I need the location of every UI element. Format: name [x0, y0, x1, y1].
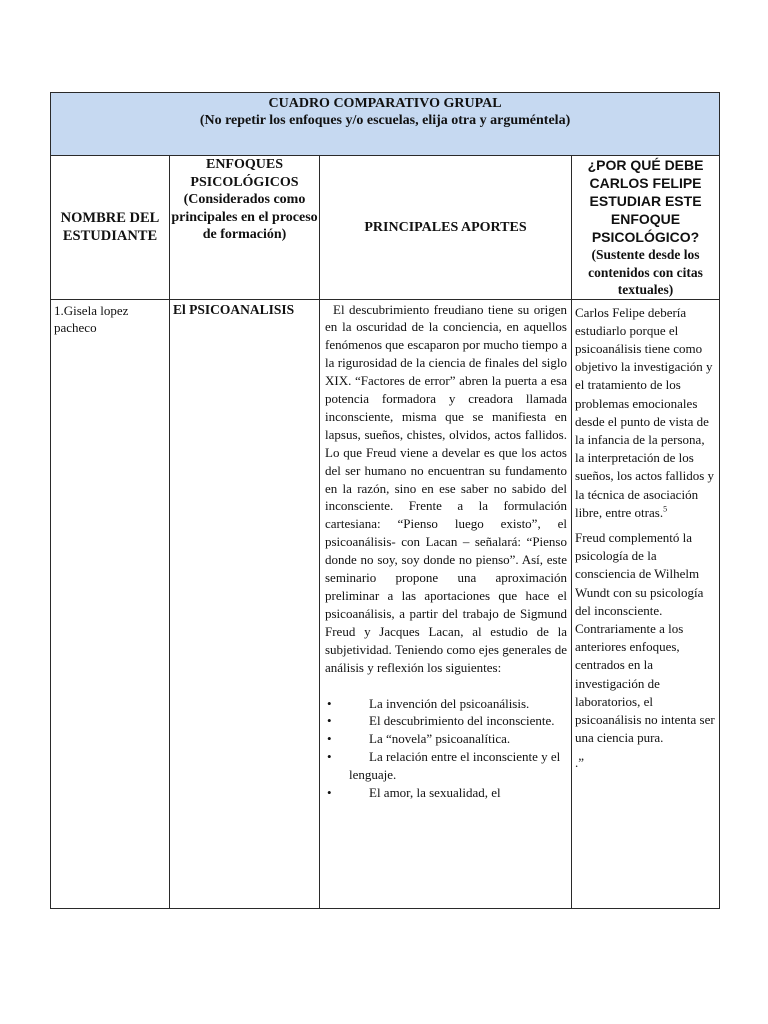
why-paragraph-1: [575, 304, 716, 522]
footnote-marker: 5: [663, 504, 668, 514]
list-item: • La relación entre el inconsciente y el lenguaje.: [325, 748, 567, 784]
header-student: NOMBRE DEL ESTUDIANTE: [51, 156, 170, 300]
contributions-list: [325, 695, 567, 802]
list-item: • La invención del psicoanálisis.: [325, 695, 567, 713]
why-text-1: Carlos Felipe debería estudiarlo porque el psicoanálisis tiene como objetivo la investigación y el tratamiento de los problemas emocionales desde el punto de vista de la infancia de la persona, la interpretación de los sueños, los actos fallidos y la técnica de asociación libre, entre otras.: [575, 304, 715, 520]
header-approaches: ENFOQUES PSICOLÓGICOS (Considerados como principales en el proceso de formación): [170, 156, 320, 300]
header-why-subtitle: (Sustente desde los contenidos con citas textuales): [588, 247, 703, 297]
table-banner: [51, 93, 720, 156]
header-why-title: ¿POR QUÉ DEBE CARLOS FELIPE ESTUDIAR ESTE ENFOQUE PSICOLÓGICO?: [587, 157, 704, 245]
contributions-text: El descubrimiento freudiano tiene su origen en la oscuridad de la conciencia, en aquellos fenómenos que escaparon por mucho tiempo a la rigurosidad de la ciencia de finales del siglo XIX. “Factores de error” abren la puerta a esa potencia formadora y creadora llamada inconsciente, misma que se manifiesta en lapsus, sueños, chistes, olvidos, actos fallidos. Lo que Freud viene a develar es que los actos del ser humano no encuentran su fundamento en la razón, sino en ese saber no sabido del inconsciente. Frente a la formulación cartesiana: “Pienso luego existo”, el psicoanálisis- con Lacan – señalará: “Pienso donde no soy, soy donde no pienso”. Así, este seminario propone una aproximación preliminar a las aportaciones que hace el psicoanálisis, a partir del trabajo de Sigmund Freud y Jacques Lacan, al estudio de la subjetividad. Teniendo como ejes generales de análisis y reflexión los siguientes:: [325, 301, 567, 675]
table-subtitle: (No repetir los enfoques y/o escuelas, elija otra y arguméntela): [199, 113, 571, 128]
table-title: CUADRO COMPARATIVO GRUPAL: [268, 96, 502, 111]
table-row: [51, 299, 720, 908]
why-paragraph-2: Freud complementó la psicología de la consciencia de Wilhelm Wundt con su psicología del inconsciente. Contrariamente a los anteriores enfoques, centrados en la investigación de laboratorios, el psicoanálisis no intenta ser una ciencia pura.: [575, 529, 715, 746]
contributions-cell: [320, 299, 572, 908]
student-name: 1.Gisela lopez pacheco: [51, 299, 170, 908]
header-contributions: PRINCIPALES APORTES: [320, 156, 572, 300]
header-why: [572, 156, 720, 300]
list-item: • El amor, la sexualidad, el: [325, 784, 567, 802]
approach-name: El PSICOANALISIS: [170, 299, 320, 908]
comparison-table: [50, 92, 720, 909]
header-row: [51, 156, 720, 300]
why-cell: [572, 299, 720, 908]
list-item: • La “novela” psicoanalítica.: [325, 730, 567, 748]
why-paragraph-3: .”: [575, 755, 585, 771]
list-item: • El descubrimiento del inconsciente.: [325, 712, 567, 730]
